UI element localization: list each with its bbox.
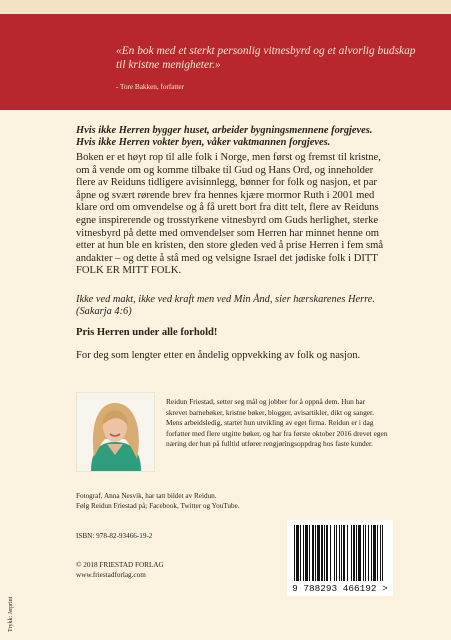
lead-verse [76,125,396,149]
lead-line: Hvis ikke Herren vokter byen, våker vaktmannen forgjeves. [76,137,331,148]
barcode-bar [382,525,383,581]
barcode-bar [330,525,331,581]
appeal-line: For deg som lengter etter en åndelig oppvekking av folk og nasjon. [76,350,361,361]
praise-line: Pris Herren under alle forhold! [76,327,218,338]
barcode-bar [303,525,304,581]
barcode-bar [341,525,342,581]
barcode-bar [336,525,337,581]
barcode-bar [321,525,323,581]
barcode-bar [347,525,348,581]
copyright [76,560,164,580]
photographer-credit: Fotograf, Anna Nesvik, har tatt bildet av Reidun. [76,492,217,500]
barcode-bar [315,525,316,581]
author-portrait [77,393,154,471]
barcode-bar [368,525,369,581]
barcode-bar [365,525,366,581]
barcode-bar [371,525,372,581]
top-strip [0,0,451,14]
author-photo [76,392,155,472]
barcode-bar [363,525,364,581]
barcode-bar [373,525,376,581]
barcode-bar [300,525,301,581]
barcode-bar [326,525,328,581]
barcode-bar [358,525,361,581]
copyright-line: © 2018 FRIESTAD FORLAG [76,561,164,569]
barcode-bar [296,525,297,581]
barcode-bar [353,525,355,581]
barcode-digits: 9 788293 466192 > [292,583,388,594]
credits [76,491,240,512]
barcode-bar [317,525,320,581]
barcode-bar [339,525,340,581]
bible-verse: Ikke ved makt, ikke ved kraft men ved Min Ånd, sier hærskarenes Herre. (Sakarja 4:6) [76,294,376,318]
barcode-bar [351,525,352,581]
isbn: ISBN: 978-82-93466-19-2 [76,532,153,540]
barcode-bar [294,525,295,581]
author-bio: Reidun Friestad, setter seg mål og jobber for å oppnå dem. Hun har skrevet barnebøker, kristne bøker, blogger, avisartikler, dikt og sanger. Mens arbeidsledig, startet hun utvikling av eget firma. Reidun er i dag forfatter med flere utgitte bøker, og har fra første oktober 2016 drevet egen næring der hun på fulltid utfører rengjøringsoppdrag hos faste kunder. [166,397,388,449]
social-credit: Følg Reidun Friestad på; Facebook, Twitter og YouTube. [76,502,240,511]
barcode-bar [380,525,381,581]
printer-credit: Trykk: Jæprint [8,596,14,632]
barcode-bar [305,525,308,581]
review-quote: «En bok med et sterkt personlig vitnesbyrd og et alvorlig budskap til kristne menigheter.» [116,45,416,71]
barcode-bar [324,525,325,581]
barcode-bar [297,525,299,581]
quote-author: - Tore Bakken, forfatter [116,83,185,91]
description-text: Boken er et høyt rop til alle folk i Norge, men først og fremst til kristne, om å vende om og komme tilbake til Gud og Hans Ord, og inneholder flere av Reiduns tidligere avisinnlegg, bønner for folk og nasjon, et par åpne og svært rørende brev fra hennes kjære mormor Ruth i 2001 med klare ord om omvendelse og å få urett bort fra ditt telt, flere av Reiduns egne inspirerende og trosstyrkene vitnesbyrd om Guds herlighet, sterke vitnesbyrd på dette med omvendelser som Herren har minnet henne om etter at hun ble en kristen, den store gleden ved å prise Herren i fem små andakter – og dette å stå med og velsigne Israel det jødiske folk i DITT FOLK ER MITT FOLK. [76,152,384,277]
barcode-bar [356,525,357,581]
barcode-bar [309,525,310,581]
barcode-bar [312,525,314,581]
publisher-url: www.friestadforlag.com [76,571,146,579]
barcode-bar [377,525,378,581]
isbn-barcode [287,520,393,596]
barcode-bar [334,525,335,581]
barcode-bar [343,525,345,581]
lead-line: Hvis ikke Herren bygger huset, arbeider bygningsmennene forgjeves. [76,125,373,136]
